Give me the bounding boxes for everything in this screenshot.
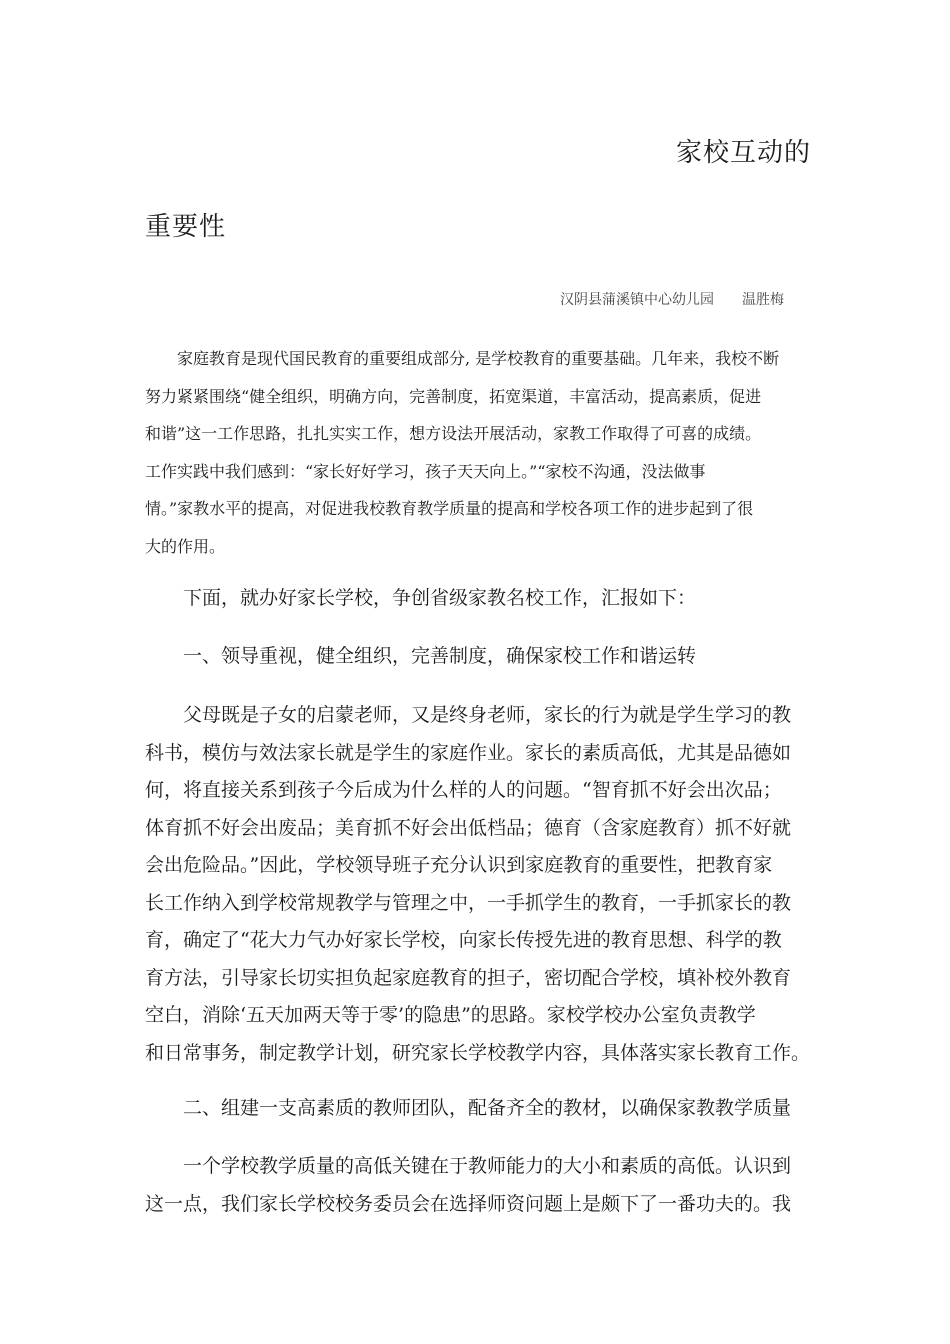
document-title-part1: 家校互动的 bbox=[676, 138, 812, 168]
byline-author: 温胜梅 bbox=[742, 292, 784, 308]
section-heading-2-text: 二、组建一支高素质的教师团队，配备齐全的教材，以确保家教教学质量 bbox=[145, 1097, 792, 1119]
section-1-paragraph bbox=[145, 697, 810, 1072]
paragraph-line: 育方法，引导家长切实担负起家庭教育的担子，密切配合学校，填补校外教育 bbox=[145, 966, 792, 989]
paragraph-line: 育，确定了“花大力气办好家长学校，向家长传授先进的教育思想、科学的教 bbox=[145, 929, 782, 951]
section-heading-2 bbox=[145, 1090, 810, 1128]
intro-line: 和谐”这一工作思路，扎扎实实工作，想方设法开展活动，家教工作取得了可喜的成绩。 bbox=[145, 424, 762, 443]
section-heading-1-text: 一、领导重视，健全组织，完善制度，确保家校工作和谐运转 bbox=[145, 645, 697, 667]
paragraph-line: 长工作纳入到学校常规教学与管理之中，一手抓学生的教育，一手抓家长的教 bbox=[145, 891, 792, 914]
next-line: 下面，就办好家长学校，争创省级家教名校工作，汇报如下： bbox=[145, 587, 697, 609]
paragraph-line: 何，将直接关系到孩子今后成为什么样的人的问题。“智育抓不好会出次品； bbox=[145, 779, 782, 801]
paragraph-line: 科书，模仿与效法家长就是学生的家庭作业。家长的素质高低，尤其是品德如 bbox=[145, 741, 792, 764]
byline bbox=[560, 289, 784, 309]
intro-line: 大的作用。 bbox=[145, 536, 226, 556]
section-heading-1 bbox=[145, 638, 810, 676]
intro-line: 工作实践中我们感到：“家长好好学习，孩子天天向上。”“家校不沟通，没法做事 bbox=[145, 461, 706, 481]
section-2-paragraph bbox=[145, 1148, 810, 1223]
paragraph-line: 体育抓不好会出废品；美育抓不好会出低档品；德育（含家庭教育）抓不好就 bbox=[145, 816, 792, 839]
paragraph-line: 空白，消除‘五天加两天等于零’的隐患”的思路。家校学校办公室负责教学 bbox=[145, 1004, 756, 1026]
next-paragraph bbox=[145, 580, 810, 618]
paragraph-line: 这一点，我们家长学校校务委员会在选择师资问题上是颇下了一番功夫的。我 bbox=[145, 1192, 792, 1215]
intro-line: 家庭教育是现代国民教育的重要组成部分, 是学校教育的重要基础。几年来，我校不断 bbox=[145, 349, 780, 368]
paragraph-line: 会出危险品。”因此，学校领导班子充分认识到家庭教育的重要性，把教育家 bbox=[145, 854, 773, 876]
byline-school: 汉阴县蒲溪镇中心幼儿园 bbox=[560, 292, 714, 308]
intro-paragraph bbox=[145, 340, 807, 565]
document-title-part2: 重要性 bbox=[145, 212, 227, 242]
intro-line: 情。”家教水平的提高，对促进我校教育教学质量的提高和学校各项工作的进步起到了很 bbox=[145, 499, 754, 518]
paragraph-line: 父母既是子女的启蒙老师，又是终身老师，家长的行为就是学生学习的教 bbox=[145, 704, 792, 726]
intro-line: 努力紧紧围绕“健全组织，明确方向，完善制度，拓宽渠道，丰富活动，提高素质，促进 bbox=[145, 386, 762, 406]
paragraph-line: 和日常事务，制定教学计划，研究家长学校教学内容，具体落实家长教育工作。 bbox=[145, 1041, 811, 1064]
paragraph-line: 一个学校教学质量的高低关键在于教师能力的大小和素质的高低。认识到 bbox=[145, 1155, 792, 1177]
